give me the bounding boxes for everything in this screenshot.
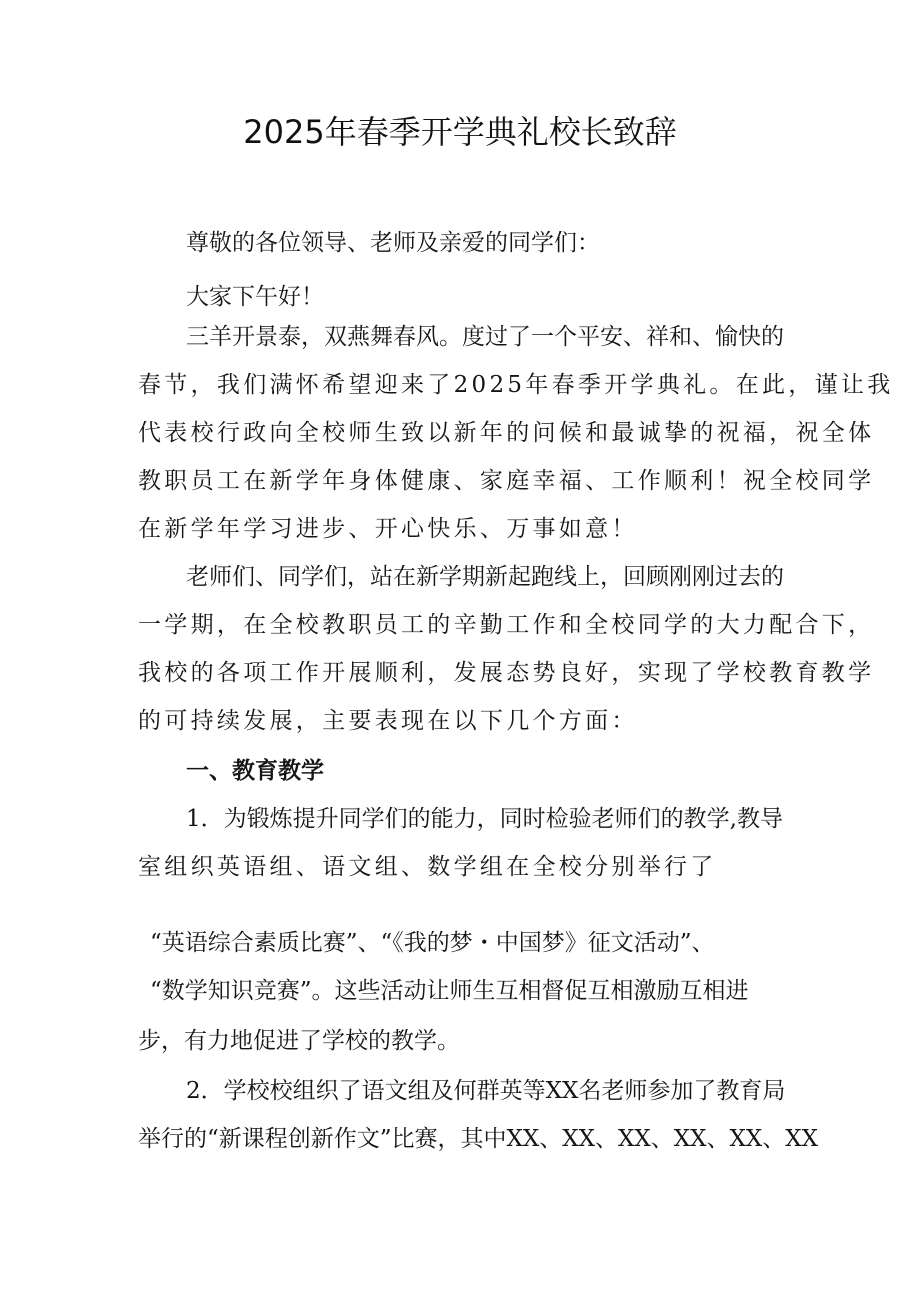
salutation: 尊敬的各位领导、老师及亲爱的同学们： [186, 230, 600, 256]
paragraph-line: 在新学年学习进步、开心快乐、万事如意！ [138, 516, 638, 542]
paragraph-line: 教职员工在新学年身体健康、家庭幸福、工作顺利！祝全校同学 [138, 468, 875, 494]
paragraph-line: 的可持续发展，主要表现在以下几个方面： [138, 708, 638, 734]
paragraph-line: 举行的“新课程创新作文”比赛，其中XX、XX、XX、XX、XX、XX [138, 1126, 819, 1152]
greeting: 大家下午好！ [186, 284, 324, 310]
paragraph-line: 2．学校校组织了语文组及何群英等XX名老师参加了教育局 [186, 1078, 786, 1104]
paragraph-line: 室组织英语组、语文组、数学组在全校分别举行了 [138, 854, 717, 880]
paragraph-line: 步，有力地促进了学校的教学。 [138, 1028, 460, 1054]
paragraph-line: 代表校行政向全校师生致以新年的问候和最诚挚的祝福，祝全体 [138, 420, 875, 446]
paragraph-line: 我校的各项工作开展顺利，发展态势良好，实现了学校教育教学 [138, 660, 875, 686]
paragraph-line: 一学期，在全校教职员工的辛勤工作和全校同学的大力配合下， [138, 612, 875, 638]
paragraph-line: 1．为锻炼提升同学们的能力，同时检验老师们的教学,教导 [186, 806, 783, 832]
paragraph-line: 春节，我们满怀希望迎来了2025年春季开学典礼。在此，谨让我 [138, 372, 894, 398]
paragraph-line: 老师们、同学们，站在新学期新起跑线上，回顾刚刚过去的 [186, 564, 784, 590]
paragraph-line: 三羊开景泰，双燕舞春风。度过了一个平安、祥和、愉快的 [186, 324, 784, 350]
paragraph-line: “英语综合素质比赛”、“《我的梦・中国梦》征文活动”、 [150, 930, 715, 956]
paragraph-line: “数学知识竞赛”。这些活动让师生互相督促互相激励互相进 [150, 978, 749, 1004]
section-heading: 一、教育教学 [186, 758, 324, 784]
document-title: 2025年春季开学典礼校长致辞 [243, 113, 677, 151]
